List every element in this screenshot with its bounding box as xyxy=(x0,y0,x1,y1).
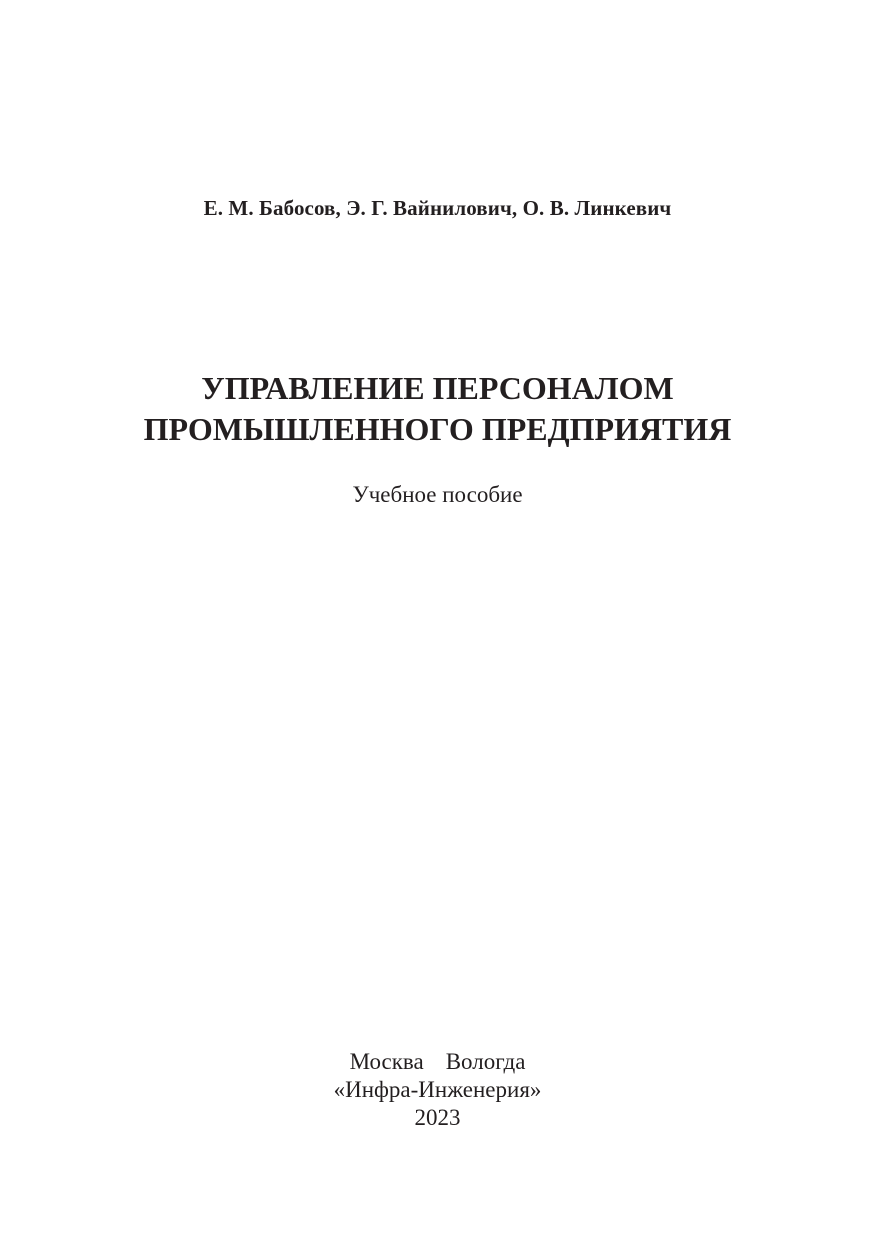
imprint-year: 2023 xyxy=(414,1105,461,1130)
book-title xyxy=(0,368,875,450)
imprint xyxy=(0,1048,875,1132)
imprint-city-moscow: Москва xyxy=(349,1049,424,1074)
book-subtitle: Учебное пособие xyxy=(352,482,523,507)
imprint-cities xyxy=(0,1048,875,1076)
book-title-line-1: УПРАВЛЕНИЕ ПЕРСОНАЛОМ xyxy=(201,370,674,406)
imprint-publisher: «Инфра-Инженерия» xyxy=(333,1077,542,1102)
imprint-city-vologda: Вологда xyxy=(445,1049,526,1074)
authors: Е. М. Бабосов, Э. Г. Вайнилович, О. В. Линкевич xyxy=(203,196,672,220)
book-title-line-2: ПРОМЫШЛЕННОГО ПРЕДПРИЯТИЯ xyxy=(143,411,732,447)
